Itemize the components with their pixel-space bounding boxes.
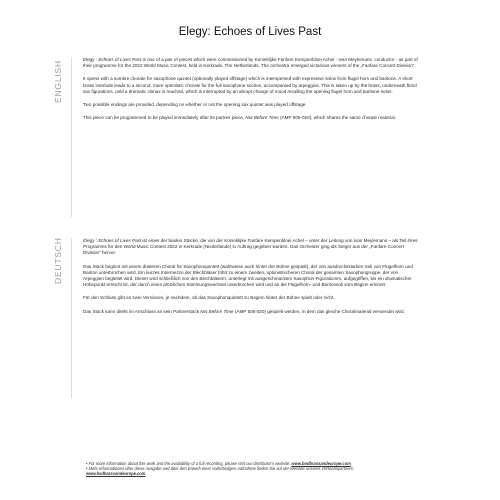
deutsch-paragraph-4: Das Stück kann direkt im Anschluss an sein Partnerstück Not Before Time (AMP 505-020) gespielt werden, in dem das gleiche Choralmaterial verwendet wird.	[83, 308, 405, 314]
footer-line-english: • For more information about this work and the availability of a full recording, please visit our distributor's website: www.bodbrassandeurope.com	[86, 461, 351, 466]
distributor-link-deutsch[interactable]: www.bodbrassandeurope.com	[86, 471, 146, 477]
deutsch-section	[53, 237, 418, 322]
deutsch-paragraph-1: Elegy : Echoes of Lives Past ist eines der beiden Stücke, die von der Koninklijke Fanfare Kempenbloei Achel – unter der Leitung von Ivan Meylemans – als Teil ihres Programms für den World Music Contest 2022 in Kerkrade (Niederlande) in Auftrag gegeben wurden. Das Orchester ging als Sieger aus der „Fanfare Concert Division" hervor.	[83, 238, 418, 256]
deutsch-label: DEUTSCH	[53, 237, 63, 284]
deutsch-paragraph-3: Für den Schluss gibt es zwei Versionen, je nachdem, ob das Saxophonquintett zu Beginn hinter der Bühne spielt oder nicht.	[83, 295, 335, 301]
english-label: ENGLISH	[53, 60, 63, 103]
deutsch-paragraph-2: Das Stück beginnt mit einem düsteren Choral für Saxophonquintett (wahlweise auch hinter der Bühne gespielt), der von ausdrucksstarken Soli von Flügelhorn und Bariton unterbrochen wird. Ein kurzes Intermezzo der Blechbläser führt zu einem zweiten, optimistischeren Choral der gesamten Saxophongruppe, der von Arpeggien begleitet wird. Dieser wird schließlich von den Blechbläsern, unterlegt mit ausgeschmückten Saxophon-Figurationen, aufgegriffen, bis ein dramatischer Höhepunkt erreicht ist, der durch einen plötzlichen Stimmungswechsel unterbrochen wird und an die Flügelhorn- und Baritonsoli vom Beginn erinnert.	[83, 263, 413, 288]
footer-line-link	[86, 471, 416, 476]
english-paragraph-3: Two possible endings are provided, depending on whether or not the opening sax quintet was played offstage.	[83, 102, 307, 108]
page-title: Elegy: Echoes of Lives Past	[178, 26, 322, 38]
distributor-link[interactable]: www.bodbrassandeurope.com	[291, 461, 351, 466]
footer-line-deutsch: • Mehr Informationen über diese Ausgabe und über den Erwerb einer vollständigen Aufnahme finden Sie auf der Website unseres Vertriebspartners:	[86, 466, 355, 472]
english-paragraph-2: It opens with a sombre chorale for saxophone quintet (optionally played offstage) which is interspersed with expressive solos from flugel horn and baritone. A short brass interlude leads to a second, more optimistic chorale for the full saxophone section, accompanied by arpeggios. This is taken up by the brass, underneath florid sax figurations, until a dramatic climax is reached, which is interrupted by an abrupt change of mood recalling the opening flugel horn and baritone solos.	[83, 76, 417, 94]
english-section	[53, 57, 418, 128]
english-paragraph-1: Elegy : Echoes of Lives Past is one of a pair of pieces which were commissioned by Koninklijke Fanfare Kempenbloei Achel - Ivan Meylemans, conductor - as part of their programme for the 2022 World Music Contest, held in Kerkrade, The Netherlands. The orchestra emerged victorious winners of the „Fanfare Concert Division".	[83, 57, 418, 69]
english-paragraph-4: This piece can be programmed to be played immediately after its partner piece, Not Before Time (AMP 505-020), which shares the same chorale material.	[83, 115, 396, 121]
footer-notes	[86, 461, 416, 477]
deutsch-divider	[71, 238, 72, 398]
english-divider	[71, 57, 72, 217]
